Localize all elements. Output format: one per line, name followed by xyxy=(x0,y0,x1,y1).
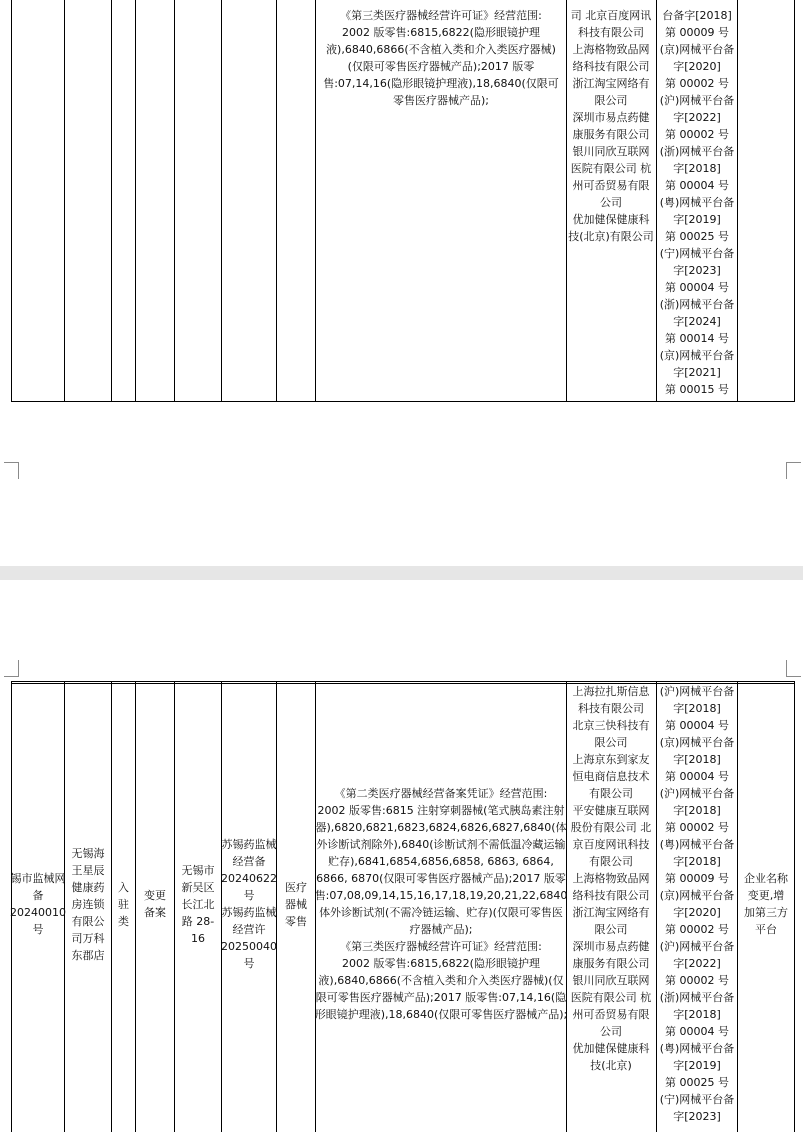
table-border xyxy=(656,681,657,1132)
table-border xyxy=(566,0,567,402)
platform-record-cell: (沪)网械平台备字[2018] 第 00004 号 (京)网械平台备字[2018] 第 00004 号 (沪)网械平台备字[2018] 第 00002 号 (粤)网械平台备字[2018] 第 00009 号 (京)网械平台备字[2020] 第 00002 号 (沪)网械平台备字[2022] 第 00002 号 (浙)网械平台备字[2018] 第 00004 号 (粤)网械平台备字[2019] 第 00025 号 (宁)网械平台备字[2023] xyxy=(659,685,735,1123)
address-cell: 无锡市新吴区长江北路 28-16 xyxy=(181,863,215,945)
table-border xyxy=(315,0,316,402)
table-border xyxy=(135,681,136,1132)
table-border xyxy=(11,401,794,402)
table-border xyxy=(656,0,657,402)
scope-cell: 《第三类医疗器械经营许可证》经营范围: 2002 版零售:6815,6822(隐形眼镜护理液),6840,6866(不含植入类和介入类医疗器械)(仅限可零售医疗器械产品);2017 版零售:07,14,16(隐形眼镜护理液),18,6840(仅限可零售医疗器械产品); xyxy=(323,9,559,107)
remark-cell: 企业名称变更,增加第三方平台 xyxy=(744,872,788,936)
record-number-cell: 锡市监械网备 20240010 号 xyxy=(10,872,66,936)
table-border xyxy=(11,681,794,682)
change-type-cell: 变更备案 xyxy=(144,889,166,919)
table-border xyxy=(276,0,277,402)
table-border xyxy=(737,0,738,402)
store-name-cell: 无锡海王星辰健康药房连锁有限公司万科东郡店 xyxy=(71,846,105,962)
table-border xyxy=(174,681,175,1132)
table-border xyxy=(11,0,12,402)
table-border xyxy=(64,0,65,402)
table-border xyxy=(221,0,222,402)
table-border xyxy=(174,0,175,402)
table-border xyxy=(737,681,738,1132)
crop-mark xyxy=(786,660,801,677)
type-cell: 入驻类 xyxy=(118,880,129,928)
platform-company-cell: 司 北京百度网讯科技有限公司 上海格物致品网络科技有限公司浙江淘宝网络有限公司 深圳市易点药健康服务有限公司银川同欣互联网医院有限公司 杭州可岙贸易有限公司 优加健保健康科技(北京)有限公司 xyxy=(568,9,654,243)
table-border xyxy=(135,0,136,402)
platform-record-cell: 台备字[2018] 第 00009 号 (京)网械平台备字[2020] 第 00002 号 (沪)网械平台备字[2022] 第 00002 号 (浙)网械平台备字[2018] 第 00004 号 (粤)网械平台备字[2019] 第 00025 号 (宁)网械平台备字[2023] 第 00004 号 (浙)网械平台备字[2024] 第 00014 号 (京)网械平台备字[2021] 第 00015 号 xyxy=(659,9,735,396)
crop-mark xyxy=(4,462,19,479)
platform-company-cell: 上海拉扎斯信息科技有限公司 北京三快科技有限公司 上海京东到家友恒电商信息技术有限公司 平安健康互联网股份有限公司 北京百度网讯科技有限公司 上海格物致品网络科技有限公司浙江淘宝网络有限公司 深圳市易点药健康服务有限公司银川同欣互联网医院有限公司 杭州可岙贸易有限公司 优加健保健康科技(北京) xyxy=(570,685,652,1072)
table-border xyxy=(794,0,795,402)
scope-cell: 《第二类医疗器械经营备案凭证》经营范围: 2002 版零售:6815 注射穿刺器械(笔式胰岛素注射器),6820,6821,6823,6824,6826,6827,6840(体外诊断试剂除外),6840(诊断试剂不需低温冷藏运输贮存),6841,6854,6856,6858, 6863, 6864, 6866, 6870(仅限可零售医疗器械产品);2017 版零售:07,08,09,14,15,16,17,18,19,20,21,22,6840 体外诊断试剂(不需冷链运输、贮存)(仅限可零售医疗器械产品); 《第三类医疗器械经营许可证》经营范围: 2002 版零售:6815,6822(隐形眼镜护理液),6840,6866(不含植入类和介入类医疗器械)(仅限可零售医疗器械产品);2017 版零售:07,14,16(隐形眼镜护理液),18,6840(仅限可零售医疗器械产品); xyxy=(314,787,568,1021)
crop-mark xyxy=(786,462,801,479)
crop-mark xyxy=(4,660,19,677)
table-border xyxy=(111,681,112,1132)
table-border xyxy=(794,681,795,1132)
table-border xyxy=(111,0,112,402)
document-page-current xyxy=(0,580,803,1132)
license-cell: 苏锡药监械经营备 20240622 号 苏锡药监械经营许 20250040 号 xyxy=(221,838,278,970)
business-cell: 医疗器械零售 xyxy=(285,880,307,928)
page-gap xyxy=(0,566,803,580)
